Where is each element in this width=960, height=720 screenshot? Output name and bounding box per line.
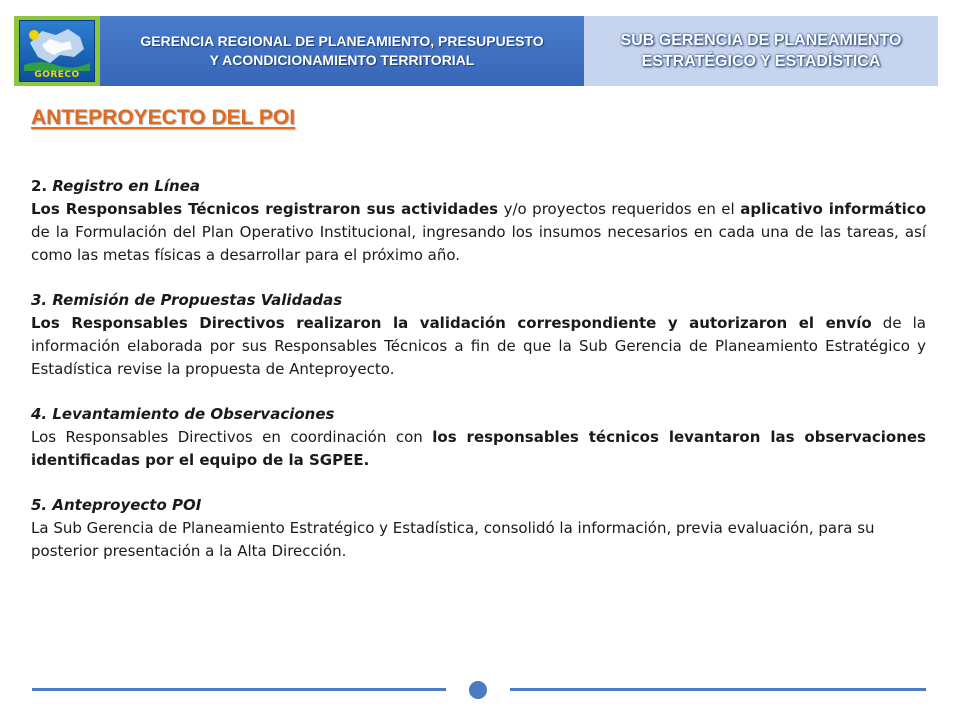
section-paragraph: [31, 198, 926, 267]
text: La Sub Gerencia de Planeamiento Estratégico y Estadística, consolidó la información, previa evaluación, para su posterior presentación a la Alta Dirección.: [31, 519, 875, 560]
header-left-line2: Y ACONDICIONAMIENTO TERRITORIAL: [209, 52, 475, 68]
bold-text: Los Responsables Directivos realizaron la validación correspondiente y autorizaron el envío: [31, 314, 872, 332]
header-right-line1: SUB GERENCIA DE PLANEAMIENTO: [620, 32, 902, 49]
bold-text: Los Responsables Técnicos registraron sus actividades: [31, 200, 499, 218]
section-paragraph: [31, 426, 926, 472]
logo-emblem: [19, 20, 95, 82]
section-levantamiento: [31, 403, 926, 472]
logo-word: GORECO: [34, 70, 80, 80]
section-heading: [31, 494, 926, 517]
section-registro: [31, 175, 926, 267]
footer-rule-right: [510, 688, 926, 691]
text: de la información elaborada por sus Responsables Técnicos a fin de que la Sub Gerencia de Planeamiento Estratégico y Estadística revise la propuesta de Anteproyecto.: [31, 314, 926, 378]
section-number: 5.: [31, 496, 48, 514]
footer-rule-left: [32, 688, 446, 691]
section-title: Remisión de Propuestas Validadas: [52, 291, 343, 309]
section-number: 2.: [31, 177, 48, 195]
header-left-banner: [100, 16, 584, 86]
header-right-line2: ESTRATÉGICO Y ESTADÍSTICA: [641, 53, 881, 70]
section-paragraph: [31, 312, 926, 381]
bold-text: aplicativo informático: [740, 200, 927, 218]
text: Los Responsables Directivos en coordinación con: [31, 428, 433, 446]
header-banner: [14, 16, 938, 86]
section-title: Anteproyecto POI: [52, 496, 202, 514]
bold-text: los responsables técnicos levantaron las observaciones identificadas por el equipo de la SGPEE.: [31, 428, 926, 469]
header-left-line1: GERENCIA REGIONAL DE PLANEAMIENTO, PRESUPUESTO: [140, 33, 544, 49]
section-number: 4.: [31, 405, 48, 423]
logo: [14, 16, 100, 86]
content-body: [31, 175, 926, 585]
section-title: Registro en Línea: [52, 177, 201, 195]
section-number: 3.: [31, 291, 48, 309]
section-paragraph: [31, 517, 926, 563]
section-heading: [31, 289, 926, 312]
footer-dot: [469, 681, 487, 699]
section-remision: [31, 289, 926, 381]
section-heading: [31, 403, 926, 426]
section-heading: [31, 175, 926, 198]
text: de la Formulación del Plan Operativo Institucional, ingresando los insumos necesarios en cada una de las tareas, así como las metas físicas a desarrollar para el próximo año.: [31, 223, 926, 264]
section-anteproyecto: [31, 494, 926, 563]
page-title: ANTEPROYECTO DEL POI: [31, 106, 296, 129]
section-title: Levantamiento de Observaciones: [52, 405, 335, 423]
header-right-banner: [584, 16, 938, 86]
text: y/o proyectos requeridos en el: [498, 200, 741, 218]
